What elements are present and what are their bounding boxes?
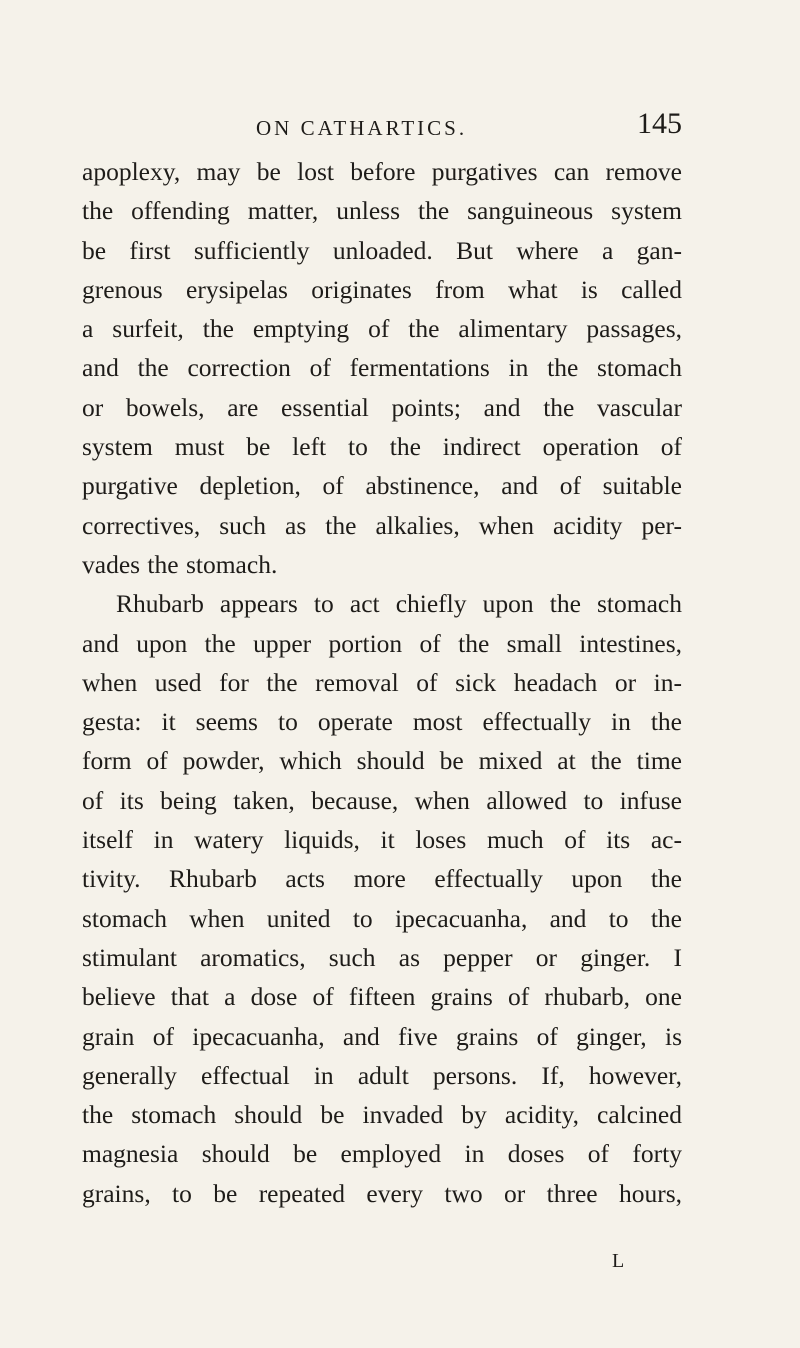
text-line: vades the stomach. [82,549,278,579]
text-line: purgative depletion, of abstinence, and of suitable [82,471,682,501]
text-line: itself in watery liquids, it loses much of its ac- [82,825,682,855]
text-line: generally effectual in adult persons. If, however, [82,1060,682,1090]
text-line: stimulant aromatics, such as pepper or ginger. I [82,942,682,972]
text-line: a surfeit, the emptying of the alimentary passages, [82,314,682,344]
text-line: apoplexy, may be lost before purgatives can remove [82,157,682,186]
page-number: 145 [637,107,682,140]
text-line: Rhubarb appears to act chiefly upon the stomach [116,589,682,619]
text-line: of its being taken, because, when allowed to infuse [82,785,682,815]
text-line: the offending matter, unless the sanguineous system [82,196,682,226]
signature-mark: L [612,1250,625,1272]
text-line: tivity. Rhubarb acts more effectually upon the [82,864,682,894]
text-line: form of powder, which should be mixed at the time [82,746,682,776]
text-line: grenous erysipelas originates from what is called [82,274,682,304]
text-line: gesta: it seems to operate most effectually in the [82,707,682,737]
text-line: when used for the removal of sick headach or in- [82,667,682,697]
text-line: stomach when united to ipecacuanha, and to the [82,903,682,933]
text-line: and upon the upper portion of the small intestines, [82,628,682,658]
text-line: and the correction of fermentations in the stomach [82,353,682,383]
text-line: system must be left to the indirect operation of [82,432,682,462]
running-head [82,103,682,143]
text-line: the stomach should be invaded by acidity, calcined [82,1100,682,1130]
text-line: correctives, such as the alkalies, when acidity per- [82,510,682,540]
running-title: ON CATHARTICS. [256,116,468,140]
text-line: grains, to be repeated every two or three hours, [82,1178,682,1208]
text-line: magnesia should be employed in doses of forty [82,1139,682,1169]
text-line: be first sufficiently unloaded. But where a gan- [82,235,682,265]
body-text [82,152,682,1213]
text-line: or bowels, are essential points; and the vascular [82,392,682,422]
text-line: grain of ipecacuanha, and five grains of ginger, is [82,1021,682,1051]
text-line: believe that a dose of fifteen grains of rhubarb, one [82,982,682,1012]
